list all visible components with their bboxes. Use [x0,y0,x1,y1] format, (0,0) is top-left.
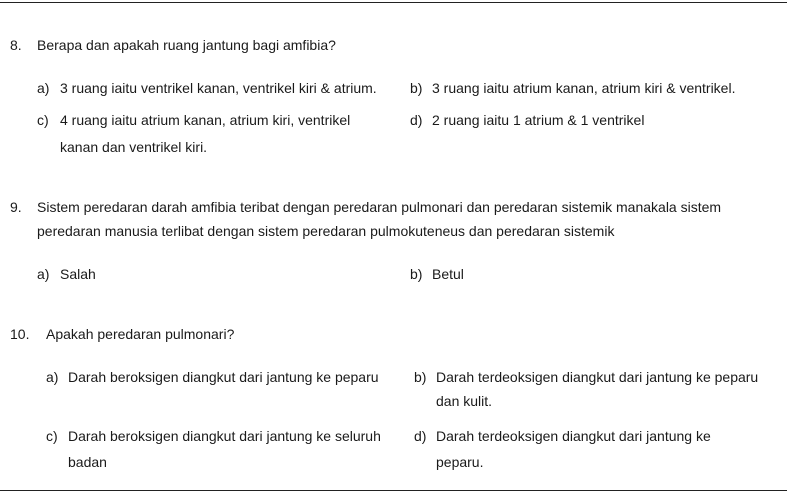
q9-option-b-text[interactable]: Betul [432,266,464,282]
q10-option-a-letter: a) [46,369,59,385]
q10-option-c-letter: c) [46,428,58,444]
q8-text: Berapa dan apakah ruang jantung bagi amfibia? [37,37,336,53]
q10-option-c-text-line2[interactable]: badan [68,454,107,470]
q8-option-c-text-line2[interactable]: kanan dan ventrikel kiri. [60,139,208,155]
q8-option-a-text[interactable]: 3 ruang iaitu ventrikel kanan, ventrikel kiri & atrium. [60,80,377,96]
q8-option-d-text[interactable]: 2 ruang iaitu 1 atrium & 1 ventrikel [432,112,645,128]
q9-number: 9. [10,199,22,215]
top-rule [0,2,787,3]
bottom-rule [0,490,787,491]
q8-option-d-letter: d) [410,112,423,128]
q9-option-a-text[interactable]: Salah [60,266,96,282]
q8-option-b-letter: b) [410,80,423,96]
q10-number: 10. [10,326,30,342]
q9-text-line2: peredaran manusia terlibat dengan sistem peredaran pulmokuteneus dan peredaran sistemik [37,223,615,239]
q8-option-b-text[interactable]: 3 ruang iaitu atrium kanan, atrium kiri & ventrikel. [432,80,736,96]
q8-option-c-text-line1[interactable]: 4 ruang iaitu atrium kanan, atrium kiri, ventrikel [60,112,351,128]
q10-option-b-letter: b) [414,369,427,385]
q10-option-c-text-line1[interactable]: Darah beroksigen diangkut dari jantung ke seluruh [68,428,381,444]
q9-text-line1: Sistem peredaran darah amfibia teribat dengan peredaran pulmonari dan peredaran sistemik manakala sistem [37,199,722,215]
q10-option-b-text-line1[interactable]: Darah terdeoksigen diangkut dari jantung ke peparu [436,369,759,385]
q10-option-d-letter: d) [414,428,427,444]
q10-option-b-text-line2[interactable]: dan kulit. [436,393,493,409]
q9-option-b-letter: b) [410,266,423,282]
q10-option-d-text-line1[interactable]: Darah terdeoksigen diangkut dari jantung ke [436,428,711,444]
q10-option-a-text[interactable]: Darah beroksigen diangkut dari jantung ke peparu [68,369,379,385]
q8-option-c-letter: c) [37,112,49,128]
q10-text: Apakah peredaran pulmonari? [46,326,235,342]
q8-option-a-letter: a) [37,80,50,96]
q9-option-a-letter: a) [37,266,50,282]
q10-option-d-text-line2[interactable]: peparu. [436,454,484,470]
q8-number: 8. [10,37,22,53]
